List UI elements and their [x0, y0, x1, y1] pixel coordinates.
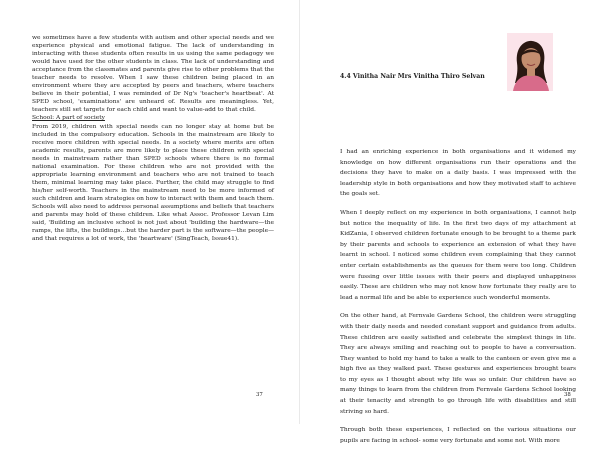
portrait-illustration — [507, 33, 553, 91]
page-number-left: 37 — [256, 392, 263, 398]
right-paragraph-3: On the other hand, at Fernvale Gardens School, the children were struggling with their daily needs and needed constant support and guidance from adults. These children are easily satisfied and celebrate the simplest things in life. They are always smiling and reaching out to people to have a conversation. They wanted to hold my hand to take a walk to the canteen or even give me a high five as they walked past. These gestures and experiences brought tears to my eyes as I thought about why life was so unfair. Our children have so many things to learn from the children from Fernvale Gardens School looking at their tenacity and strength to go through life with disabilities and still striving so hard. — [340, 313, 576, 415]
right-paragraph-2: When I deeply reflect on my experience in both organisations, I cannot help but notice the inequality of life. In the first two days of my attachment at KidZania, I observed children fortunate enough to be brought to a theme park by their parents and schools to experience an extension of what they have learnt in school. I noticed some children even complaining that they cannot enter certain establishments as the queues for them were too long. Children were fussing over little issues with their peers and displayed unhappiness easily. These are children who may not know how fortunate they really are to lead a normal life and be able to experience such wonderful moments. — [340, 209, 576, 301]
subheading-school-part-of-society: School: A part of society — [32, 115, 105, 122]
left-paragraph-2: From 2019, children with special needs can no longer stay at home but be included in the compulsory education. Schools in the mainstream are likely to receive more children with special needs. In a society where merits are often academic results, parents are more likely to place these children with special needs in mainstream rather than SPED schools where there is no formal national examination. For these children who are not provided with the appropriate learning environment and teachers who are not trained to teach them, minimal learning may take place. Further, the child may struggle to find his/her self-worth. Teachers in the mainstream need to be more informed of such children and learn strategies on how to interact with them and teach them. Schools will also need to address personal assumptions and beliefs that teachers and parents may hold of these children. Like what Assoc. Professor Levan Lim said, 'Building an inclusive school is not just about 'building the hardware—the ramps, the lifts, the buildings…but the harder part is the software—the people—and that requires a lot of work, the 'heartware' (SingTeach, Issue41). — [32, 123, 275, 243]
right-text-column — [340, 147, 576, 454]
right-page — [300, 0, 600, 444]
portrait-photo — [507, 33, 553, 91]
page-number-right: 38 — [564, 392, 571, 398]
left-page — [0, 0, 300, 424]
left-paragraph-1: we sometimes have a few students with autism and other special needs and we experience physical and emotional fatigue. The lack of understanding in interacting with these students often results in us using the same pedagogy we would have used for the other students in class. The lack of understanding and acceptance from the classmates and parents give rise to other problems that the teacher needs to resolve. When I saw these children being placed in an environment where they are accepted by peers and teachers, where teachers believe in their potential, I was reminded of Dr Ng's 'teacher's heartbeat'. At SPED school, 'examinations' are unheard of. Results are meaningless. Yet, teachers still set targets for each child and want to value-add to that child. — [32, 35, 274, 114]
section-title: 4.4 Vinitha Nair Mrs Vinitha Thiro Selvan — [340, 73, 485, 80]
right-paragraph-4: Through both these experiences, I reflected on the various situations our pupils are facing in school- some very fortunate and some not. With more — [340, 427, 576, 444]
left-text-column — [32, 34, 274, 243]
right-paragraph-1: I had an enriching experience in both organisations and it widened my knowledge on how different organisations run their operations and the decisions they have to make on a daily basis. I was impressed with the leadership style in both organisations and how they motivated staff to achieve the goals set. — [340, 149, 576, 198]
